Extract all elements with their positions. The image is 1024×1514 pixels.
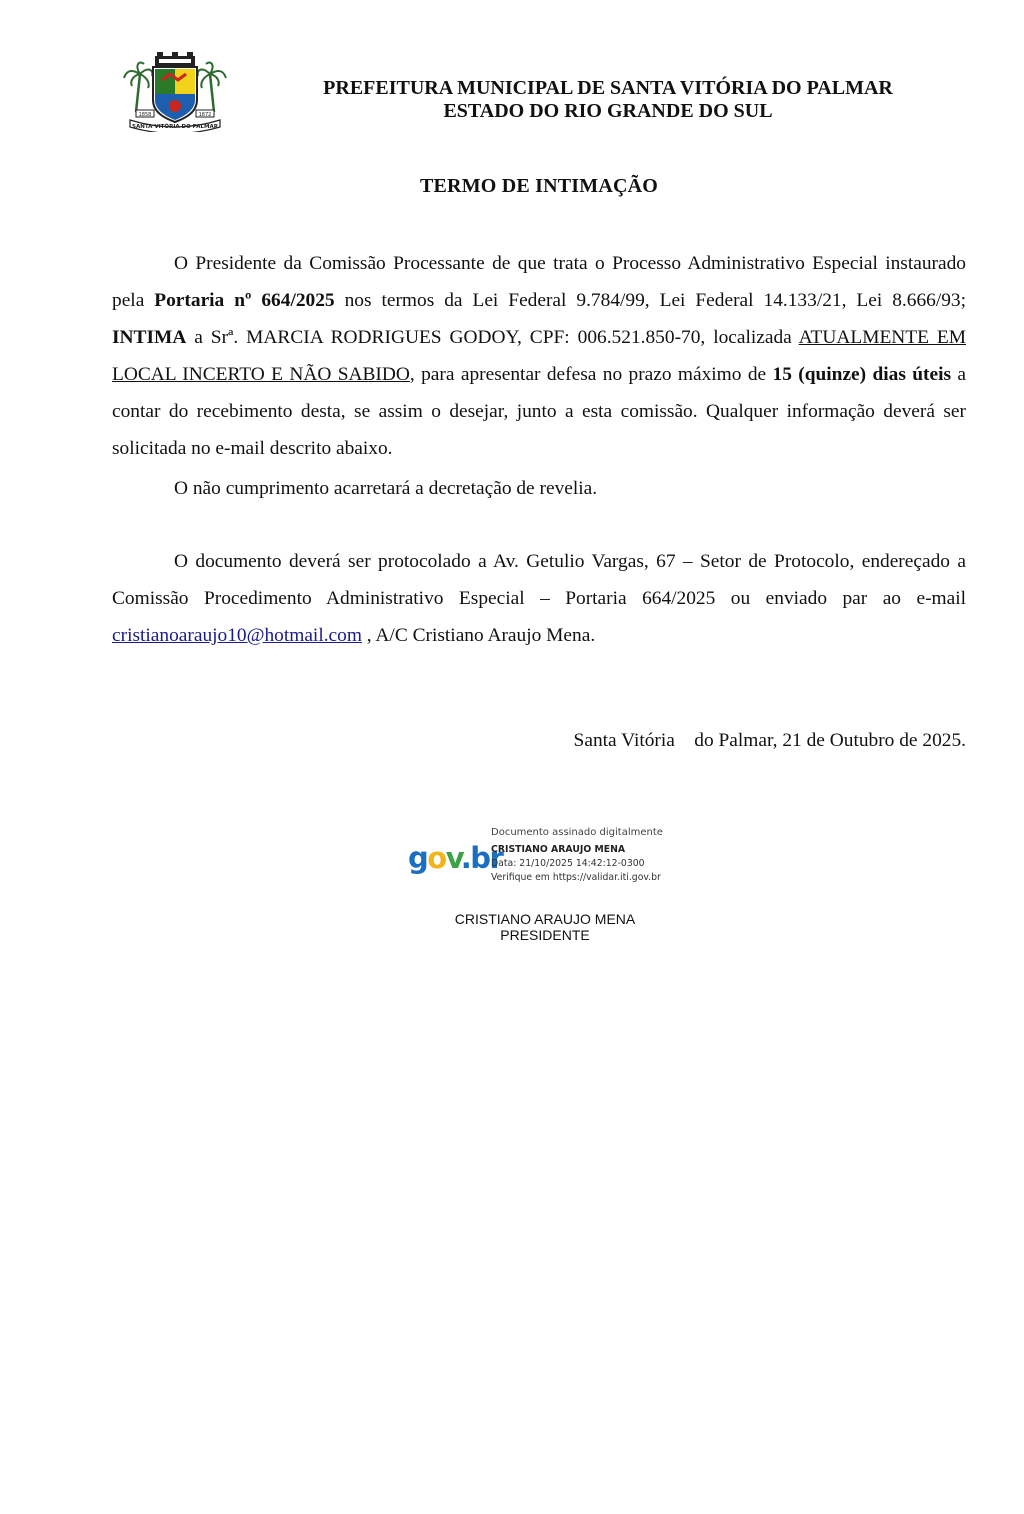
paragraph-intimation	[112, 245, 966, 467]
p1-deadline: 15 (quinze) dias úteis	[772, 364, 952, 385]
p1-location: ATUALMENTE EM LOCAL INCERTO E NÃO SABIDO	[112, 327, 966, 385]
signature-name: CRISTIANO ARAUJO MENA	[491, 844, 626, 855]
signer-name: CRISTIANO ARAUJO MENA	[454, 911, 636, 927]
govbr-logo-dot: .	[460, 841, 471, 875]
p3-text-1: O documento deverá ser protocolado a Av. Getulio Vargas, 67 – Setor de Protocolo, endereçado a Comissão Procedimento Administrativo Especial – Portaria 664/2025 ou enviado par ao e-mail	[112, 551, 966, 609]
coat-year-left: 1858	[138, 112, 152, 118]
govbr-logo-g: g	[408, 841, 428, 875]
govbr-logo-v: v	[445, 841, 461, 875]
p1-portaria: Portaria nº 664/2025	[154, 290, 335, 311]
p1-text-4: , para apresentar defesa no prazo máximo de	[409, 364, 773, 385]
govbr-logo-r: r	[489, 841, 503, 875]
digital-signature-info	[491, 826, 663, 885]
govbr-logo-b: b	[470, 841, 490, 875]
coat-year-right: 1872	[198, 112, 212, 118]
date-line: Santa Vitória do Palmar, 21 de Outubro de 2025.	[573, 730, 966, 751]
p3-text-2: , A/C Cristiano Araujo Mena.	[361, 625, 596, 646]
signature-heading: Documento assinado digitalmente	[491, 827, 663, 838]
signature-date: Data: 21/10/2025 14:42:12-0300	[491, 858, 645, 869]
paragraph-protocol	[112, 543, 966, 654]
p1-text-2: nos termos da Lei Federal 9.784/99, Lei Federal 14.133/21, Lei 8.666/93;	[334, 290, 967, 311]
p1-intima: INTIMA	[112, 327, 187, 348]
signer-block	[400, 911, 690, 943]
govbr-logo-o: o	[427, 841, 446, 875]
header-state: ESTADO DO RIO GRANDE DO SUL	[443, 100, 773, 122]
coat-of-arms-icon	[122, 50, 228, 132]
coat-motto: SANTA VITÓRIA DO PALMAR	[132, 124, 218, 130]
paragraph-revelia	[112, 470, 966, 507]
header-municipality: PREFEITURA MUNICIPAL DE SANTA VITÓRIA DO PALMAR	[323, 77, 893, 99]
p1-text-1: O Presidente da Comissão Processante de que trata o Processo Administrativo Especial instaurado pela	[112, 253, 966, 311]
p1-text-3: a Srª. MARCIA RODRIGUES GODOY, CPF: 006.521.850-70, localizada	[186, 327, 799, 348]
document-title: TERMO DE INTIMAÇÃO	[419, 175, 659, 197]
govbr-logo-icon	[408, 838, 502, 878]
p1-text-5: a contar do recebimento desta, se assim o desejar, junto a esta comissão. Qualquer informação deverá ser solicitada no e-mail descrito abaixo.	[112, 364, 967, 459]
p2-text: O não cumprimento acarretará a decretação de revelia.	[174, 478, 598, 499]
signature-verify: Verifique em https://validar.iti.gov.br	[491, 872, 661, 883]
email-link[interactable]: cristianoaraujo10@hotmail.com	[112, 625, 362, 646]
header	[260, 77, 956, 123]
signer-role: PRESIDENTE	[500, 927, 590, 943]
